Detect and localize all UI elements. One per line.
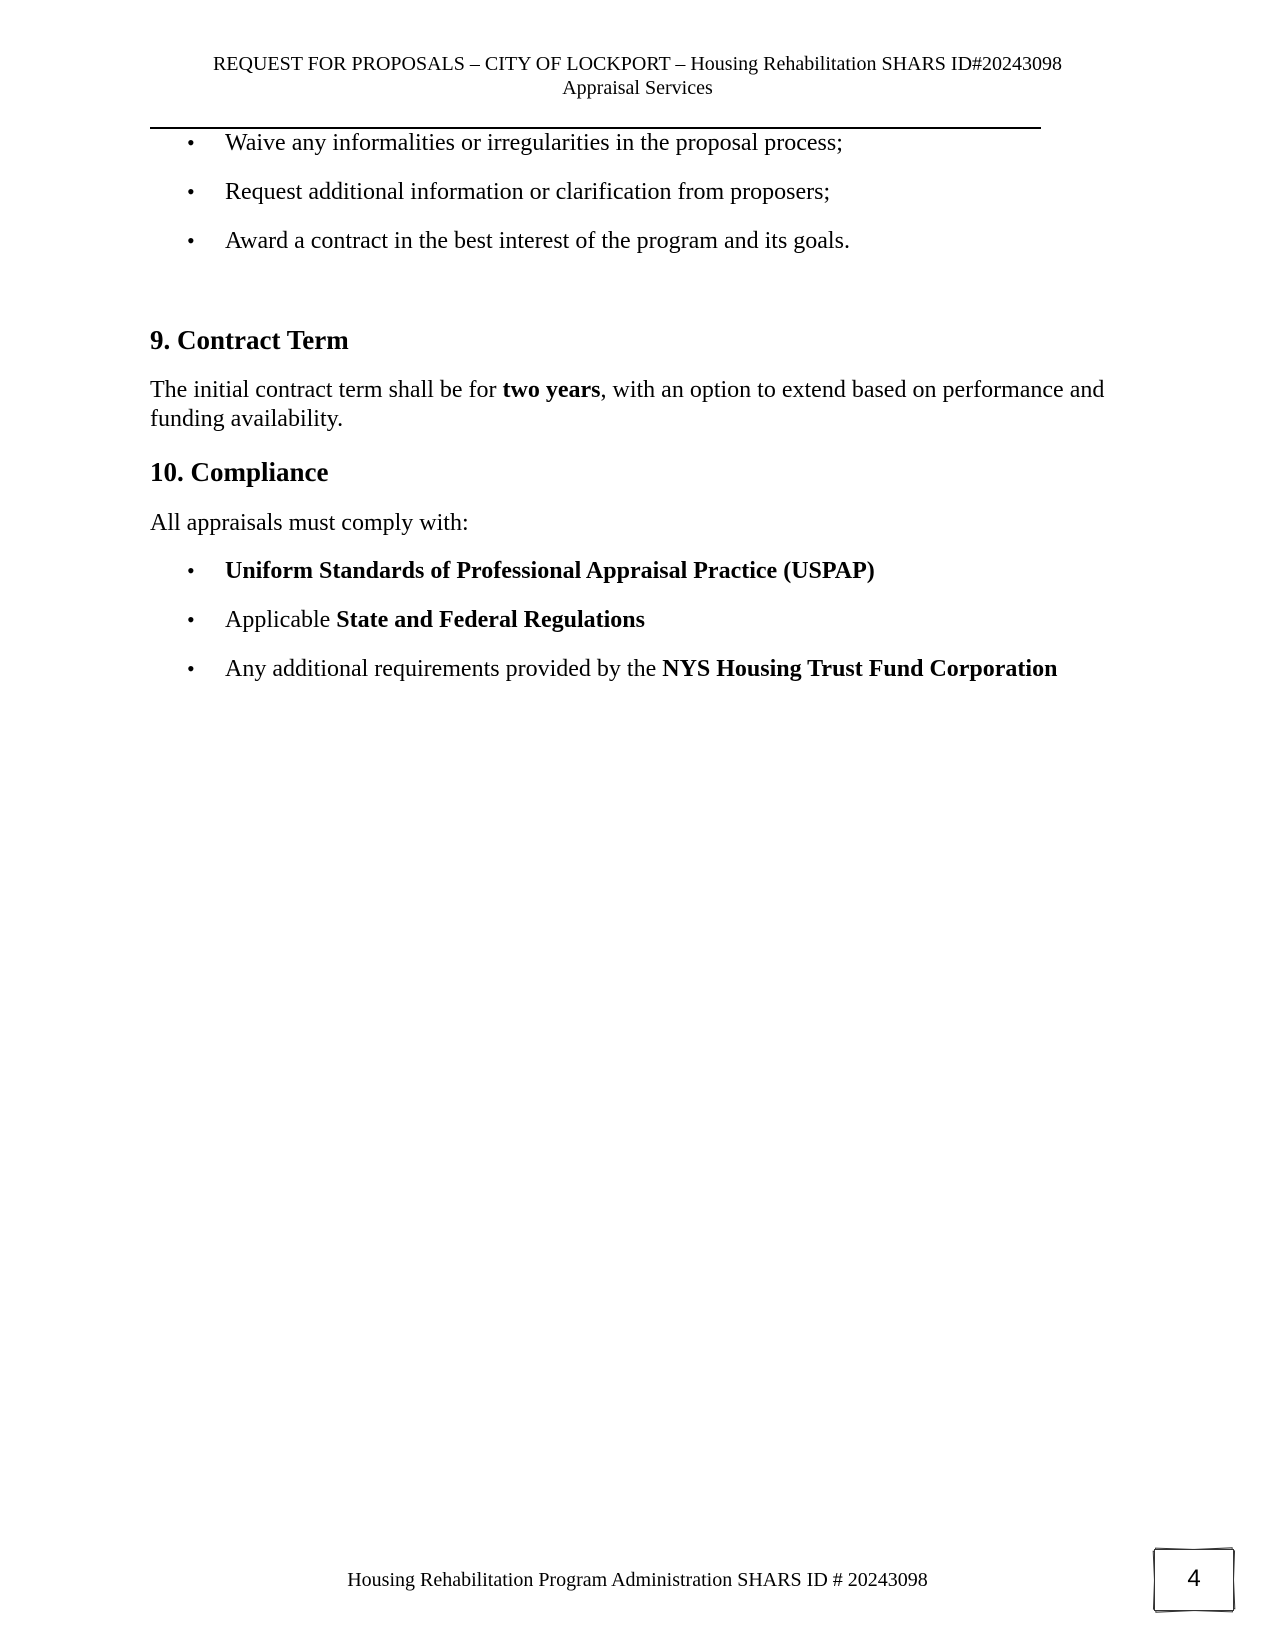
bullet-icon: • <box>187 656 195 681</box>
bullet-icon: • <box>187 558 195 583</box>
list-item-text: Award a contract in the best interest of the program and its goals. <box>225 228 850 254</box>
contract-term-text-end: , with an option to extend based on performance and funding availability. <box>150 377 1105 432</box>
list-item-prefix: Applicable <box>225 607 337 633</box>
bullet-icon: • <box>187 179 195 204</box>
bullet-icon: • <box>187 130 195 155</box>
section-heading-contract-term: 9. Contract Term <box>150 325 349 355</box>
page-header <box>0 52 1275 100</box>
list-item-emphasis: NYS Housing Trust Fund Corporation <box>662 656 1058 682</box>
compliance-intro: All appraisals must comply with: <box>150 510 469 536</box>
list-item-text <box>225 556 875 586</box>
contract-term-text-start: The initial contract term shall be for <box>150 377 503 403</box>
list-item-text: Waive any informalities or irregularities in the proposal process; <box>225 130 843 156</box>
header-title: REQUEST FOR PROPOSALS – CITY OF LOCKPORT – Housing Rehabilitation SHARS ID#20243098 <box>212 53 1063 75</box>
page-number: 4 <box>1187 1565 1201 1592</box>
contract-term-paragraph <box>150 376 1110 434</box>
contract-term-duration: two years <box>502 377 601 403</box>
list-item-text <box>225 605 645 635</box>
list-item-emphasis: State and Federal Regulations <box>336 607 645 633</box>
list-item-text <box>225 654 1057 684</box>
list-item-emphasis: Uniform Standards of Professional Appraisal Practice (USPAP) <box>225 558 875 584</box>
bullet-icon: • <box>187 607 195 632</box>
list-item-prefix: Any additional requirements provided by the <box>225 656 663 682</box>
header-subtitle: Appraisal Services <box>562 77 713 99</box>
page-footer: Housing Rehabilitation Program Administration SHARS ID # 20243098 <box>347 1569 928 1591</box>
page-number-badge <box>1150 1545 1238 1613</box>
list-item-text: Request additional information or clarification from proposers; <box>225 179 831 205</box>
bullet-icon: • <box>187 228 195 253</box>
section-heading-compliance: 10. Compliance <box>150 457 329 487</box>
